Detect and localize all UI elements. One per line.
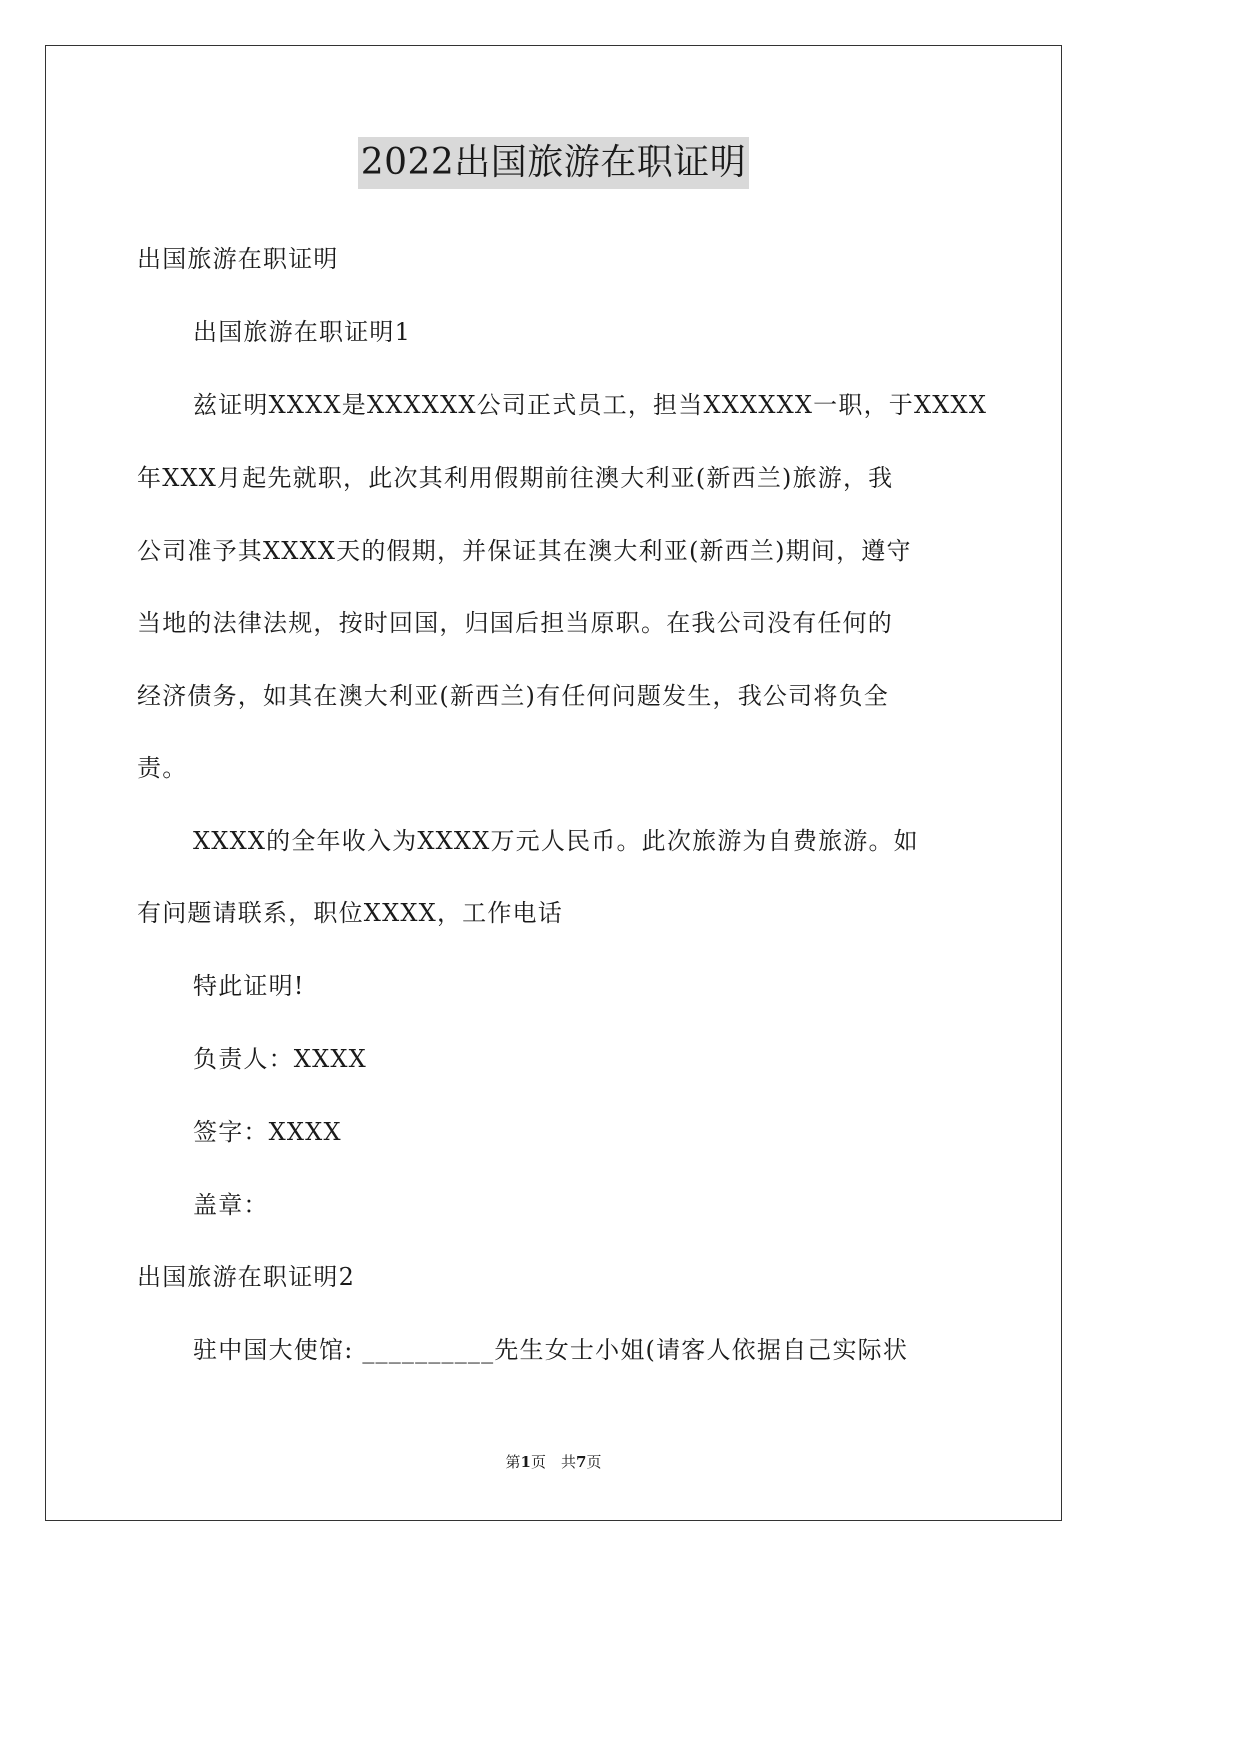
- text-line: 责。: [137, 754, 188, 782]
- page-footer: [0, 1452, 1107, 1472]
- text-line: 年XXX月起先就职，此次其利用假期前往澳大利亚(新西兰)旅游，我: [137, 464, 894, 492]
- text-line: 签字：XXXX: [193, 1118, 342, 1146]
- document-title: 2022出国旅游在职证明: [358, 137, 750, 189]
- text-line: 兹证明XXXX是XXXXXX公司正式员工，担当XXXXXX一职，于XXXX: [193, 391, 988, 419]
- text-line: 有问题请联系，职位XXXX，工作电话: [137, 899, 563, 927]
- text-line: 负责人：XXXX: [193, 1045, 367, 1073]
- footer-mid: 页 共: [530, 1453, 576, 1471]
- title-container: [0, 137, 1107, 189]
- footer-page-current: 1: [520, 1453, 531, 1471]
- text-line: 公司准予其XXXX天的假期，并保证其在澳大利亚(新西兰)期间，遵守: [137, 537, 912, 565]
- footer-page-total: 7: [576, 1453, 587, 1471]
- text-line: 盖章：: [193, 1191, 269, 1219]
- text-line: 出国旅游在职证明2: [137, 1263, 356, 1291]
- text-line: 特此证明!: [193, 972, 305, 1000]
- text-line: 经济债务，如其在澳大利亚(新西兰)有任何问题发生，我公司将负全: [137, 682, 889, 710]
- text-line: 出国旅游在职证明: [137, 245, 339, 273]
- footer-suffix: 页: [586, 1453, 602, 1471]
- text-line: 出国旅游在职证明1: [193, 318, 412, 346]
- text-line: 驻中国大使馆: __________先生女士小姐(请客人依据自己实际状: [193, 1336, 909, 1364]
- text-line: XXXX的全年收入为XXXX万元人民币。此次旅游为自费旅游。如: [193, 827, 919, 855]
- text-line: 当地的法律法规，按时回国，归国后担当原职。在我公司没有任何的: [137, 609, 893, 637]
- footer-prefix: 第: [505, 1453, 521, 1471]
